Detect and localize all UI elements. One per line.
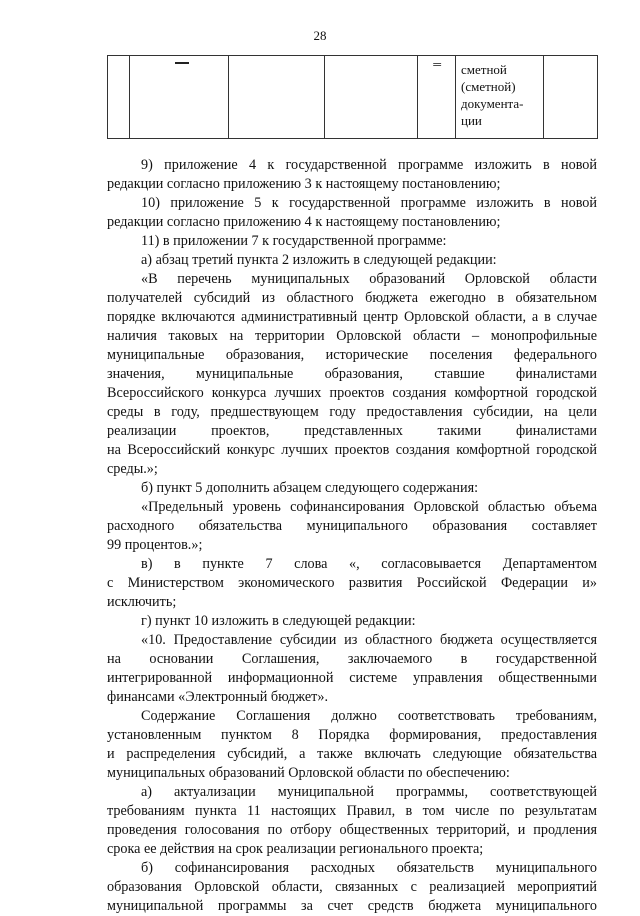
text-line: б) софинансирования расходных обязательств муниципального: [141, 860, 597, 876]
cell-line: (сметной): [461, 79, 516, 94]
table-cell: [418, 56, 456, 139]
text-line: требованиям пункта 11 настоящих Правил, в том числе по результатам: [107, 803, 597, 819]
text-line: срока ее действия на срок реализации регионального проекта;: [107, 841, 484, 857]
equals-mark: ═: [433, 59, 441, 71]
text-line: среды.»;: [107, 461, 158, 477]
text-line: порядке включаются административный центр Орловской области, а в случае: [107, 309, 597, 325]
text-line: наличия таковых на территории Орловской области – монопрофильные: [107, 328, 597, 344]
text-line: финансами «Электронный бюджет».: [107, 689, 328, 705]
text-line: редакции согласно приложению 4 к настоящему постановлению;: [107, 214, 501, 230]
text-line: 99 процентов.»;: [107, 537, 203, 553]
table-cell: [544, 56, 598, 139]
cell-line: документа-: [461, 96, 524, 111]
table-cell-documentation: [456, 56, 544, 139]
table-cell: [130, 56, 229, 139]
text-line: б) пункт 5 дополнить абзацем следующего содержания:: [141, 480, 479, 496]
text-line: 9) приложение 4 к государственной программе изложить в новой: [141, 157, 597, 173]
text-line: «В перечень муниципальных образований Орловской области: [141, 271, 597, 287]
cell-line: ции: [461, 113, 482, 128]
text-line: 10) приложение 5 к государственной программе изложить в новой: [141, 195, 597, 211]
table-row: [108, 56, 598, 139]
table-cell: [325, 56, 418, 139]
text-line: установленным пунктом 8 Порядка формирования, предоставления: [107, 727, 597, 743]
text-line: «Предельный уровень софинансирования Орловской областью объема: [141, 499, 597, 515]
document-body: [107, 156, 597, 916]
cell-line: сметной: [461, 62, 507, 77]
page-number: 28: [313, 28, 327, 43]
text-line: проведения голосования по отбору общественных территорий, и продления: [107, 822, 597, 838]
text-line: на Всероссийский конкурс лучших проектов создания комфортной городской: [107, 442, 597, 458]
text-line: на основании Соглашения, заключаемого в государственной: [107, 651, 597, 667]
text-line: образования Орловской области, связанных с реализацией мероприятий: [107, 879, 597, 895]
text-line: муниципальных образований Орловской области по обеспечению:: [107, 765, 510, 781]
continued-table: [107, 55, 598, 139]
text-line: муниципальной программы за счет средств бюджета муниципального: [107, 898, 597, 914]
text-line: а) абзац третий пункта 2 изложить в следующей редакции:: [141, 252, 497, 268]
text-line: и распределения субсидий, а также включать следующие обязательства: [107, 746, 597, 762]
text-line: расходного обязательства муниципального образования составляет: [107, 518, 597, 534]
text-line: редакции согласно приложению 3 к настоящему постановлению;: [107, 176, 501, 192]
table-cell: [229, 56, 325, 139]
text-line: с Министерством экономического развития Российской Федерации и»: [107, 575, 597, 591]
text-line: г) пункт 10 изложить в следующей редакции:: [141, 613, 416, 629]
text-line: среды в году, предшествующем году предоставления субсидии, на цели: [107, 404, 597, 420]
text-line: получателей субсидий из областного бюджета ежегодно в обязательном: [107, 290, 597, 306]
text-line: муниципальные образования, исторические поселения федерального: [107, 347, 597, 363]
text-line: интегрированной информационной системе управления общественными: [107, 670, 597, 686]
text-line: исключить;: [107, 594, 177, 610]
cell-text: [456, 56, 543, 129]
table-cell: [108, 56, 130, 139]
text-line: «10. Предоставление субсидии из областного бюджета осуществляется: [141, 632, 597, 648]
text-line: в) в пункте 7 слова «, согласовывается Департаментом: [141, 556, 597, 572]
text-line: Содержание Соглашения должно соответствовать требованиям,: [141, 708, 597, 724]
text-line: а) актуализации муниципальной программы, соответствующей: [141, 784, 597, 800]
text-line: Всероссийского конкурса лучших проектов создания комфортной городской: [107, 385, 597, 401]
text-line: реализации проектов, представленных такими финалистами: [107, 423, 597, 439]
text-line: 11) в приложении 7 к государственной программе:: [141, 233, 447, 249]
dash-mark: [175, 62, 189, 64]
text-line: значения, муниципальные образования, ставшие финалистами: [107, 366, 597, 382]
